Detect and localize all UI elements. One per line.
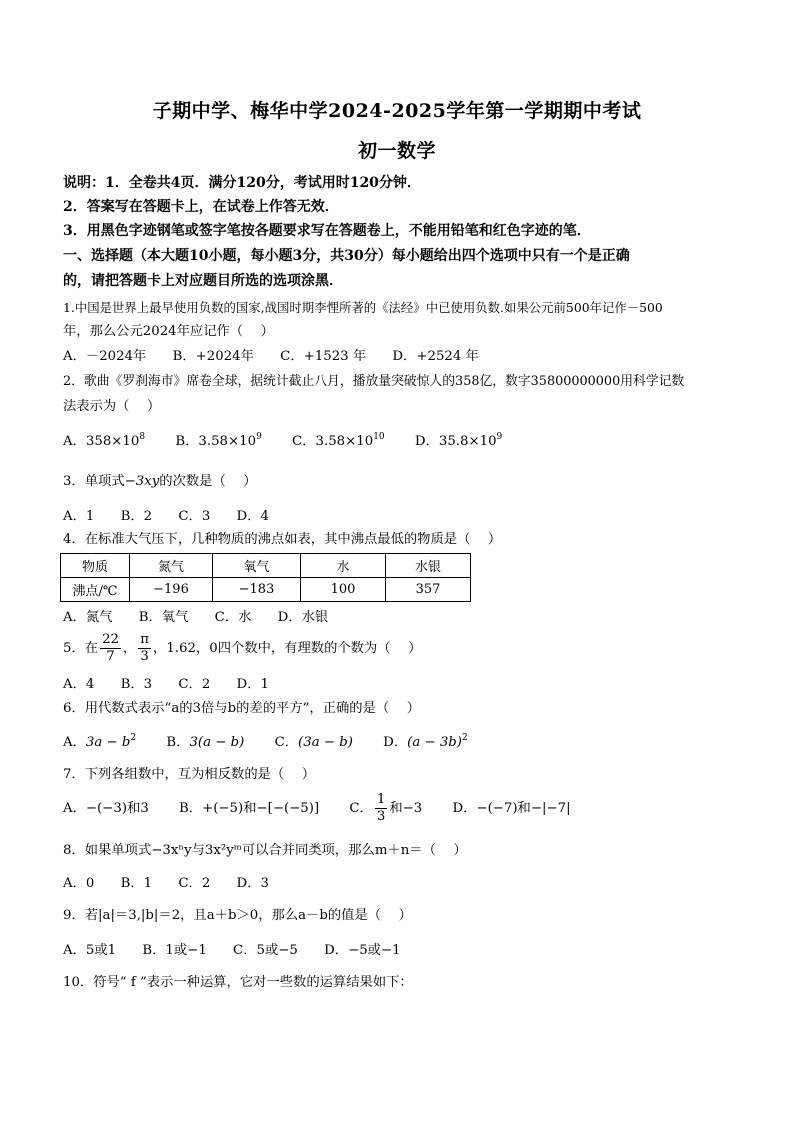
table-cell: 沸点/℃ xyxy=(61,578,130,602)
q3-option-d: D．4 xyxy=(236,509,269,524)
q4-option-c: C．水 xyxy=(214,610,252,625)
q8-option-d: D．3 xyxy=(236,876,269,891)
q1-option-a: A．－2024年 xyxy=(63,349,147,364)
question-2-line-2: 法表示为（ ） xyxy=(63,399,161,414)
q5-option-c: C．2 xyxy=(178,677,211,692)
instruction-3: 3．用黑色字迹钢笔或签字笔按各题要求写在答题卷上，不能用铅笔和红色字迹的笔． xyxy=(63,223,591,239)
table-header-cell: 水 xyxy=(301,554,386,578)
question-7-stem: 7．下列各组数中，互为相反数的是（ ） xyxy=(63,767,316,782)
question-9-stem: 9．若|a|＝3,|b|＝2，且a＋b＞0，那么a－b的值是（ ） xyxy=(63,908,412,923)
table-header-cell: 氮气 xyxy=(130,554,213,578)
question-8-stem: 8．如果单项式−3xⁿy与3x²yᵐ可以合并同类项，那么m＋n＝（ ） xyxy=(63,843,467,858)
q1-option-d: D．+2524 年 xyxy=(392,349,479,364)
question-5: 5．在 $\frac{22}{7}$ ， $\frac{\pi}{3}$ ，1.62，0四个数中，有理数的个数为（ ） xyxy=(63,632,422,664)
q7-option-b: B．+(−5)和−[−(−5)] xyxy=(179,801,320,816)
table-cell: 100 xyxy=(301,578,386,602)
table-cell: −196 xyxy=(130,578,213,602)
q3-option-a: A．1 xyxy=(63,509,95,524)
question-1-line-1: 1.中国是世界上最早使用负数的国家,战国时期李悝所著的《法经》中已使用负数.如果公元前500年记作－500 xyxy=(63,300,663,315)
q8-option-c: C．2 xyxy=(178,876,211,891)
question-2-options xyxy=(63,432,528,452)
boiling-point-table xyxy=(60,553,471,602)
question-10-stem: 10．符号“ f ”表示一种运算，它对一些数的运算结果如下： xyxy=(63,975,413,990)
question-7-options xyxy=(63,790,597,828)
question-6-options xyxy=(63,733,494,753)
q5-option-b: B．3 xyxy=(120,677,153,692)
table-cell: −183 xyxy=(213,578,301,602)
question-4-stem: 4．在标准大气压下，几种物质的沸点如表，其中沸点最低的物质是（ ） xyxy=(63,532,502,547)
q2-option-b: B．$3.58\times 10^9$ xyxy=(175,432,262,449)
q3-option-c: C．3 xyxy=(178,509,211,524)
instruction-1: 说明：1．全卷共4页．满分120分，考试用时120分钟． xyxy=(63,175,421,191)
q5-option-d: D．1 xyxy=(236,677,269,692)
q6-option-c: C．(3a − b) xyxy=(274,735,353,750)
q4-option-d: D．水银 xyxy=(277,610,329,625)
q7-option-d: D．−(−7)和−|−7| xyxy=(452,801,571,816)
question-6-stem: 6．用代数式表示“a的3倍与b的差的平方”，正确的是（ ） xyxy=(63,701,421,716)
table-header-cell: 氧气 xyxy=(213,554,301,578)
question-3: 3．单项式−3xy的次数是（ ） xyxy=(63,474,257,489)
q7-option-a: A．−(−3)和3 xyxy=(63,801,149,816)
question-2-line-1: 2．歌曲《罗刹海市》席卷全球，据统计截止八月，播放量突破惊人的358亿，数字35800000000用科学记数 xyxy=(63,374,685,389)
exam-subject: 初一数学 xyxy=(357,140,436,162)
exam-title: 子期中学、梅华中学2024-2025学年第一学期期中考试 xyxy=(152,100,642,122)
q5-fraction-22-7: $\frac{22}{7}$ xyxy=(102,632,119,664)
q3-expression: −3xy xyxy=(124,474,160,489)
q9-option-b: B．1或−1 xyxy=(142,943,207,958)
q4-option-b: B．氧气 xyxy=(138,610,189,625)
q7-option-c: C． $\frac{1}{3}$ 和−3 xyxy=(349,792,423,824)
question-8-options xyxy=(63,874,291,894)
q2-option-a: A．$358\times 10^8$ xyxy=(63,432,146,449)
q8-option-b: B．1 xyxy=(120,876,153,891)
q2-option-c: C．$3.58\times 10^{10}$ xyxy=(292,432,385,449)
table-header-cell: 物质 xyxy=(61,554,130,578)
q1-option-b: B．+2024年 xyxy=(172,349,254,364)
q6-option-b: B．3(a − b) xyxy=(166,735,245,750)
table-row xyxy=(61,578,471,602)
q4-option-a: A．氮气 xyxy=(63,610,113,625)
q9-option-a: A．5或1 xyxy=(63,943,117,958)
question-1-line-2: 年，那么公元2024年应记作（ ） xyxy=(63,324,274,339)
section-heading-line-2: 的，请把答题卡上对应题目所选的选项涂黑． xyxy=(63,273,343,289)
q6-option-a: A．$3a - b^2$ xyxy=(63,733,137,750)
question-9-options xyxy=(63,941,423,961)
q9-option-c: C．5或−5 xyxy=(233,943,298,958)
section-heading-line-1: 一、选择题（本大题10小题，每小题3分，共30分）每小题给出四个选项中只有一个是正确 xyxy=(63,248,630,264)
question-1-options xyxy=(63,347,501,367)
question-3-options xyxy=(63,507,291,527)
table-cell: 357 xyxy=(386,578,471,602)
instruction-2: 2．答案写在答题卡上，在试卷上作答无效． xyxy=(63,199,339,215)
q5-fraction-pi-3: $\frac{\pi}{3}$ xyxy=(140,632,150,664)
q9-option-d: D．−5或−1 xyxy=(324,943,401,958)
table-row xyxy=(61,554,471,578)
q8-option-a: A．0 xyxy=(63,876,95,891)
question-4-options xyxy=(63,608,350,628)
q3-option-b: B．2 xyxy=(120,509,153,524)
q2-option-d: D．$35.8\times 10^9$ xyxy=(414,432,503,449)
q1-option-c: C．+1523 年 xyxy=(280,349,367,364)
table-header-cell: 水银 xyxy=(386,554,471,578)
question-5-options xyxy=(63,675,291,695)
q5-option-a: A．4 xyxy=(63,677,95,692)
q6-option-d: D．$(a - 3b)^2$ xyxy=(383,733,468,750)
